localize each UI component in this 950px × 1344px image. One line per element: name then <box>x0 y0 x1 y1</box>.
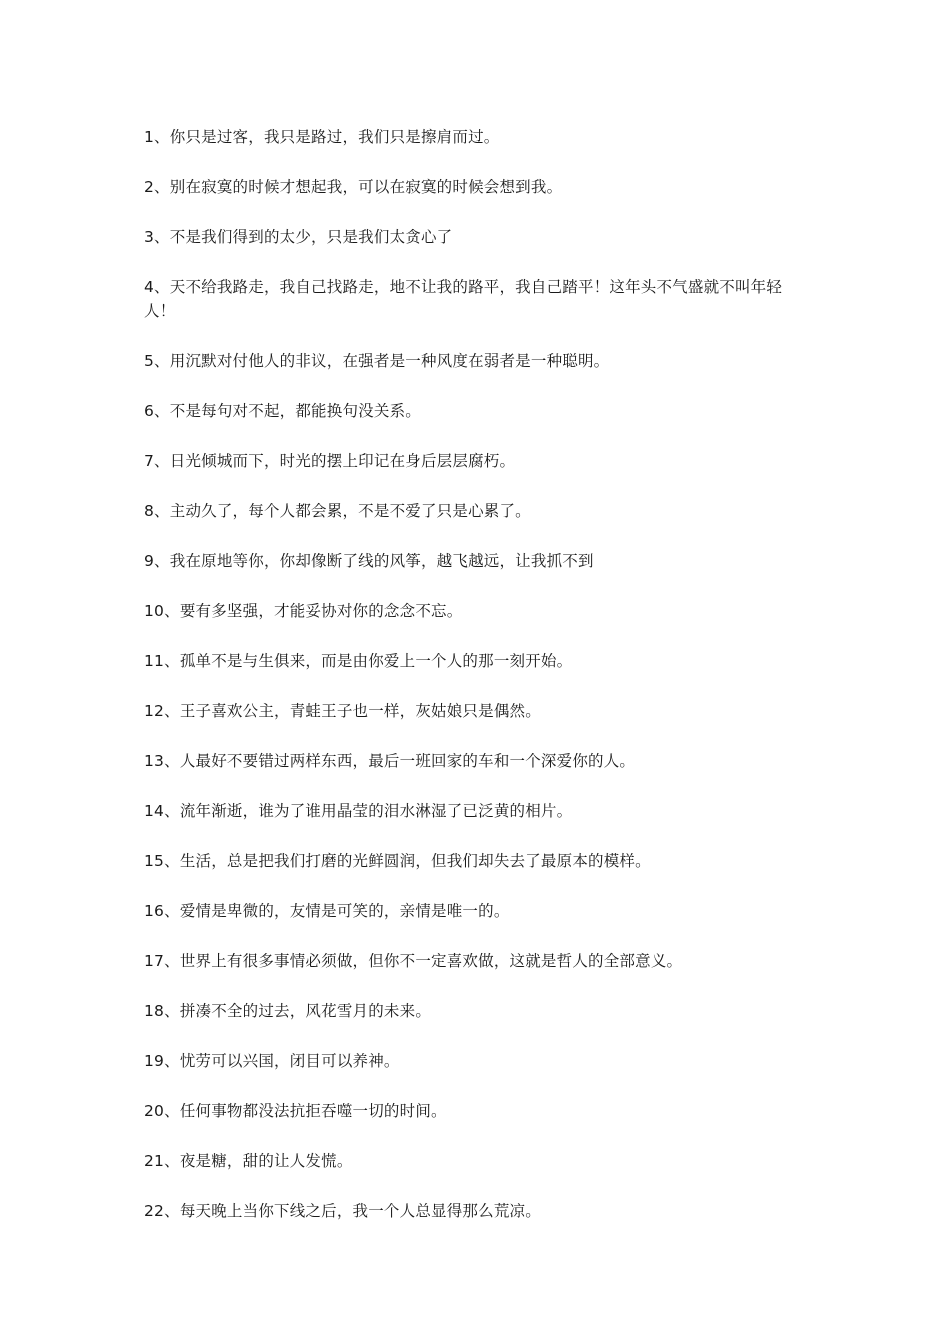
quote-item: 7、日光倾城而下，时光的摆上印记在身后层层腐朽。 <box>144 452 516 470</box>
quote-item: 22、每天晚上当你下线之后，我一个人总显得那么荒凉。 <box>144 1202 541 1220</box>
quote-item: 20、任何事物都没法抗拒吞噬一切的时间。 <box>144 1102 447 1120</box>
quote-list <box>144 125 804 1249</box>
quote-item: 15、生活，总是把我们打磨的光鲜圆润，但我们却失去了最原本的模样。 <box>144 852 651 870</box>
quote-item: 14、流年渐逝，谁为了谁用晶莹的泪水淋湿了已泛黄的相片。 <box>144 802 573 820</box>
quote-item: 16、爱情是卑微的，友情是可笑的，亲情是唯一的。 <box>144 902 510 920</box>
quote-item: 13、人最好不要错过两样东西，最后一班回家的车和一个深爱你的人。 <box>144 752 636 770</box>
quote-item: 5、用沉默对付他人的非议，在强者是一种风度在弱者是一种聪明。 <box>144 352 610 370</box>
quote-item: 4、天不给我路走，我自己找路走，地不让我的路平，我自己踏平！这年头不气盛就不叫年轻人！ <box>144 278 783 320</box>
quote-item: 21、夜是糖，甜的让人发慌。 <box>144 1152 353 1170</box>
quote-item: 18、拼凑不全的过去，风花雪月的未来。 <box>144 1002 432 1020</box>
quote-item: 11、孤单不是与生俱来，而是由你爱上一个人的那一刻开始。 <box>144 652 573 670</box>
quote-item: 12、王子喜欢公主，青蛙王子也一样，灰姑娘只是偶然。 <box>144 702 541 720</box>
quote-item: 10、要有多坚强，才能妥协对你的念念不忘。 <box>144 602 463 620</box>
quote-item: 17、世界上有很多事情必须做，但你不一定喜欢做，这就是哲人的全部意义。 <box>144 952 683 970</box>
quote-item: 19、忧劳可以兴国，闭目可以养神。 <box>144 1052 400 1070</box>
quote-item: 8、主动久了，每个人都会累，不是不爱了只是心累了。 <box>144 502 531 520</box>
quote-item: 9、我在原地等你，你却像断了线的风筝，越飞越远，让我抓不到 <box>144 552 594 570</box>
quote-item: 1、你只是过客，我只是路过，我们只是擦肩而过。 <box>144 128 500 146</box>
quote-item: 2、别在寂寞的时候才想起我，可以在寂寞的时候会想到我。 <box>144 178 563 196</box>
quote-item: 6、不是每句对不起，都能换句没关系。 <box>144 402 421 420</box>
quote-item: 3、不是我们得到的太少，只是我们太贪心了 <box>144 228 453 246</box>
